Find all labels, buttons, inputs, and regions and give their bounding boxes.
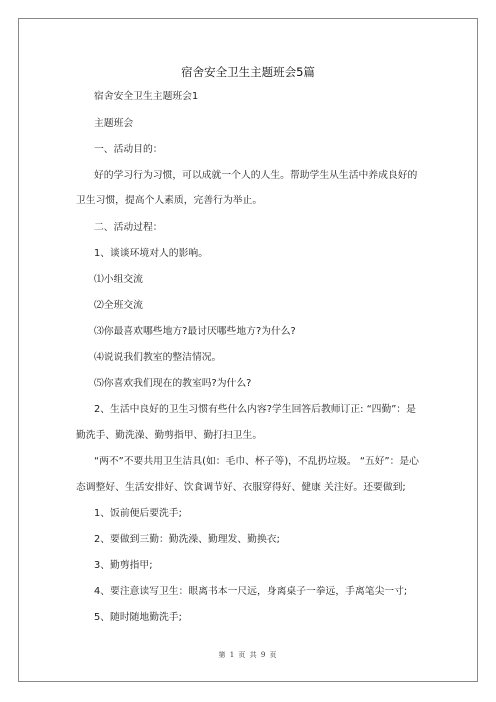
- list-item: 2、要做到三勤：勤洗澡、勤理发、勤换衣;: [94, 534, 280, 545]
- list-item: ⑷说说我们教室的整洁情况。: [94, 352, 222, 363]
- list-item: ⑴小组交流: [94, 274, 143, 285]
- list-item: 3、勤剪指甲;: [94, 560, 153, 571]
- paragraph-line: 2、生活中良好的卫生习惯有些什么内容?学生回答后教师订正: “四勤”：是: [94, 404, 416, 415]
- page-number-footer: 第 1 页 共 9 页: [218, 651, 278, 659]
- list-item: 5、随时随地勤洗手;: [94, 612, 182, 623]
- list-item: 1、谈谈环境对人的影响。: [94, 248, 208, 259]
- list-item: 4、要注意读写卫生：眼离书本一尺远，身离桌子一拳远，手离笔尖一寸;: [94, 586, 408, 597]
- list-item: ⑶你最喜欢哪些地方?最讨厌哪些地方?为什么?: [94, 326, 296, 337]
- paragraph-line: 主题班会: [94, 118, 134, 129]
- list-item: ⑵全班交流: [94, 300, 143, 311]
- paragraph-line: 勤洗手、勤洗澡、勤剪指甲、勤打扫卫生。: [76, 430, 263, 441]
- list-item: ⑸你喜欢我们现在的教室吗?为什么?: [94, 378, 252, 389]
- paragraph-line: 态调整好、生活安排好、饮食调节好、衣服穿得好、健康 关注好。还要做到;: [76, 482, 406, 493]
- section-heading: 二、活动过程：: [94, 222, 163, 233]
- paragraph-line: 卫生习惯，提高个人素质，完善行为举止。: [76, 195, 263, 206]
- list-item: 1、饭前便后要洗手;: [94, 508, 182, 519]
- paragraph-line: 好的学习行为习惯，可以成就一个人的人生。帮助学生从生活中养成良好的: [94, 170, 418, 181]
- document-title: 宿舍安全卫生主题班会5篇: [181, 65, 315, 79]
- paragraph-line: “两不”不要共用卫生洁具(如：毛巾、杯子等)，不乱扔垃圾。 “五好”：是心: [94, 456, 419, 467]
- section-heading: 一、活动目的：: [94, 144, 163, 155]
- section-heading: 宿舍安全卫生主题班会1: [94, 91, 199, 102]
